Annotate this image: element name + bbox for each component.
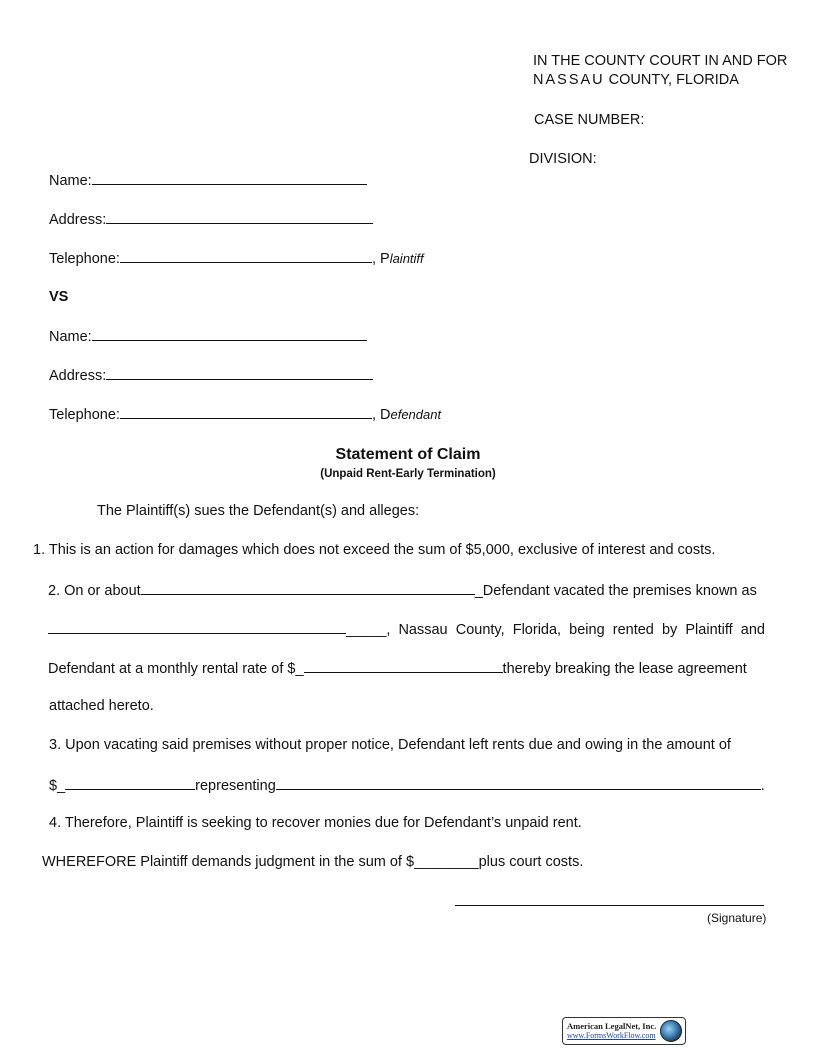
document-title: Statement of Claim	[335, 446, 481, 463]
paragraph-2-line1	[48, 580, 765, 600]
plaintiff-address-label: Address:	[49, 212, 107, 228]
plaintiff-telephone-label: Telephone:	[49, 251, 120, 267]
county-name: NASSAU	[533, 72, 605, 88]
logo-website[interactable]: www.FormsWorkFlow.com	[567, 1031, 656, 1040]
defendant-name-field[interactable]	[92, 326, 367, 341]
rental-rate-end: thereby breaking the lease agreement	[502, 661, 747, 677]
plaintiff-name-row	[49, 170, 367, 190]
court-header-line2	[533, 71, 739, 89]
representing-field[interactable]	[276, 775, 761, 790]
para2-word: Florida,	[512, 622, 562, 638]
paragraph-1: 1. This is an action for damages which does not exceed the sum of $5,000, exclusive of interest and costs.	[33, 542, 716, 558]
vs-label: VS	[49, 289, 69, 305]
paragraph-3-line2	[49, 775, 765, 795]
representing-label: representing	[195, 778, 276, 794]
rental-rate-label: Defendant at a monthly rental rate of $	[48, 661, 296, 677]
premises-address-group	[48, 619, 390, 639]
defendant-role-label: efendant	[390, 407, 442, 422]
plaintiff-address-row	[49, 209, 373, 229]
american-legalnet-logo	[562, 1017, 686, 1045]
wherefore-clause	[42, 853, 583, 871]
document-subtitle: (Unpaid Rent-Early Termination)	[320, 468, 496, 480]
plaintiff-name-label: Name:	[49, 173, 92, 189]
para2-word: Plaintiff	[685, 622, 733, 638]
rental-rate-lead: _	[295, 661, 304, 677]
premises-address-tail: _____	[346, 622, 387, 638]
amount-lead: _	[57, 778, 66, 794]
defendant-address-label: Address:	[49, 368, 107, 384]
representing-period: .	[760, 778, 765, 794]
wherefore-start: WHEREFORE Plaintiff demands judgment in the sum of $	[42, 854, 415, 870]
defendant-role-prefix: , D	[371, 407, 391, 423]
para2-word: Nassau	[398, 622, 448, 638]
plaintiff-name-field[interactable]	[92, 170, 367, 185]
defendant-name-row	[49, 326, 367, 346]
division-label: DIVISION:	[529, 151, 597, 167]
para2-start-text: 2. On or about	[48, 583, 141, 599]
globe-icon	[660, 1020, 682, 1042]
plaintiff-address-field[interactable]	[106, 209, 373, 224]
paragraph-2-line2	[48, 619, 765, 639]
para2-word: by	[661, 622, 678, 638]
paragraph-2-line4: attached hereto.	[49, 698, 154, 714]
defendant-telephone-label: Telephone:	[49, 407, 120, 423]
plaintiff-role-prefix: , P	[371, 251, 390, 267]
defendant-telephone-row	[49, 404, 441, 424]
paragraph-3-line1: 3. Upon vacating said premises without proper notice, Defendant left rents due and owing in the amount of	[49, 737, 731, 753]
amount-owed-field[interactable]	[65, 775, 195, 790]
case-number-label: CASE NUMBER:	[534, 112, 645, 128]
para2-word: County,	[455, 622, 505, 638]
signature-line[interactable]	[455, 889, 764, 906]
paragraph-2-line3	[48, 658, 765, 678]
premises-address-field[interactable]	[48, 619, 346, 634]
plaintiff-role-label: laintiff	[389, 251, 424, 266]
defendant-address-field[interactable]	[106, 365, 373, 380]
rental-rate-field[interactable]	[304, 658, 503, 673]
plaintiff-telephone-field[interactable]	[120, 248, 372, 263]
defendant-address-row	[49, 365, 373, 385]
defendant-name-label: Name:	[49, 329, 92, 345]
intro-text: The Plaintiff(s) sues the Defendant(s) and alleges:	[97, 503, 420, 519]
signature-label: (Signature)	[707, 911, 767, 925]
amount-dollar-sign: $	[49, 778, 58, 794]
paragraph-4: 4. Therefore, Plaintiff is seeking to recover monies due for Defendant’s unpaid rent.	[49, 815, 582, 831]
logo-company-name: American LegalNet, Inc.	[567, 1021, 657, 1031]
para2-blank-tail: _	[474, 583, 483, 599]
wherefore-blank-tail: _	[470, 854, 479, 870]
rental-rate-group	[48, 658, 747, 678]
vacate-date-field[interactable]	[141, 580, 475, 595]
para2-word: and	[740, 622, 765, 638]
para2-start	[48, 580, 757, 600]
para2-word: ,	[386, 622, 391, 638]
plaintiff-telephone-row	[49, 248, 424, 268]
judgment-amount-field[interactable]: _______	[414, 854, 471, 870]
wherefore-end: plus court costs.	[478, 854, 584, 870]
county-state: COUNTY, FLORIDA	[604, 72, 739, 88]
para2-after-blank: Defendant vacated the premises known as	[482, 583, 757, 599]
court-header-line1: IN THE COUNTY COURT IN AND FOR	[533, 53, 788, 69]
para2-word: rented	[612, 622, 654, 638]
para2-word: being	[569, 622, 605, 638]
defendant-telephone-field[interactable]	[120, 404, 372, 419]
